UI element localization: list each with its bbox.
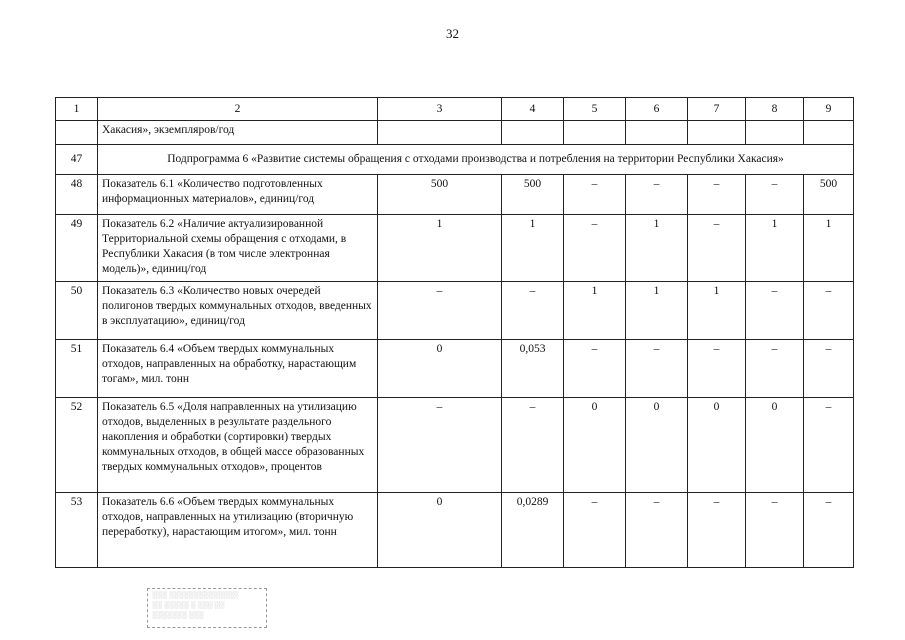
table-row	[56, 398, 854, 493]
indicator-name: Показатель 6.2 «Наличие актуализированной Территориальной схемы обращения с отходами, в Республики Хакасия (в том числе электронная модель)», единиц/год	[98, 215, 378, 282]
value-cell: 0,0289	[502, 493, 564, 568]
header-cell: 6	[626, 98, 688, 121]
indicator-name: Показатель 6.5 «Доля направленных на утилизацию отходов, выделенных в результате раздельного накопления и обработки (сортировки) твердых коммунальных отходов, в общей массе образованных твердых коммунальных отходов», процентов	[98, 398, 378, 493]
row-number-cell	[56, 121, 98, 145]
continuation-text: Хакасия», экземпляров/год	[98, 121, 378, 145]
header-cell: 1	[56, 98, 98, 121]
value-cell: 1	[804, 215, 854, 282]
value-cell: 0,053	[502, 340, 564, 398]
value-cell: –	[804, 398, 854, 493]
table-row	[56, 493, 854, 568]
value-cell: –	[564, 340, 626, 398]
header-cell: 3	[378, 98, 502, 121]
value-cell: 1	[746, 215, 804, 282]
value-cell: –	[564, 215, 626, 282]
value-cell: –	[564, 493, 626, 568]
value-cell: 500	[378, 175, 502, 215]
value-cell	[502, 121, 564, 145]
value-cell: 1	[564, 282, 626, 340]
value-cell: 1	[626, 215, 688, 282]
header-row	[56, 98, 854, 121]
value-cell: –	[746, 175, 804, 215]
value-cell: –	[804, 282, 854, 340]
row-number: 52	[56, 398, 98, 493]
value-cell: 1	[378, 215, 502, 282]
value-cell: –	[804, 493, 854, 568]
row-number: 53	[56, 493, 98, 568]
value-cell: –	[378, 398, 502, 493]
row-number: 47	[56, 145, 98, 175]
value-cell: 1	[502, 215, 564, 282]
value-cell: 0	[378, 340, 502, 398]
value-cell: –	[746, 493, 804, 568]
indicator-name: Показатель 6.3 «Количество новых очередей полигонов твердых коммунальных отходов, введенных в эксплуатацию», единиц/год	[98, 282, 378, 340]
value-cell: –	[626, 340, 688, 398]
value-cell: –	[688, 215, 746, 282]
header-cell: 2	[98, 98, 378, 121]
value-cell	[688, 121, 746, 145]
value-cell: –	[688, 175, 746, 215]
header-cell: 9	[804, 98, 854, 121]
subprogram-row	[56, 145, 854, 175]
value-cell	[626, 121, 688, 145]
header-cell: 7	[688, 98, 746, 121]
value-cell	[378, 121, 502, 145]
indicator-name: Показатель 6.1 «Количество подготовленных информационных материалов», единиц/год	[98, 175, 378, 215]
value-cell	[746, 121, 804, 145]
value-cell: 0	[688, 398, 746, 493]
header-cell: 8	[746, 98, 804, 121]
page-number: 32	[446, 26, 459, 41]
row-number: 49	[56, 215, 98, 282]
value-cell: –	[804, 340, 854, 398]
registration-stamp: ░░░ ░░░░░░░░░░░░░░ ░░ ░░░░░ ░ ░░░ ░░ ░░░░░░░ ░░░	[147, 588, 267, 628]
value-cell: –	[502, 282, 564, 340]
value-cell: 1	[626, 282, 688, 340]
value-cell: –	[502, 398, 564, 493]
row-number: 48	[56, 175, 98, 215]
value-cell: 0	[626, 398, 688, 493]
indicator-rows	[56, 175, 854, 568]
value-cell: –	[626, 175, 688, 215]
value-cell	[804, 121, 854, 145]
value-cell: 0	[746, 398, 804, 493]
value-cell: –	[564, 175, 626, 215]
value-cell: 500	[502, 175, 564, 215]
value-cell: 1	[688, 282, 746, 340]
table-row	[56, 340, 854, 398]
header-cell: 4	[502, 98, 564, 121]
value-cell: –	[688, 493, 746, 568]
value-cell: –	[626, 493, 688, 568]
value-cell: –	[746, 340, 804, 398]
table-row	[56, 282, 854, 340]
table-row	[56, 175, 854, 215]
value-cell: 0	[378, 493, 502, 568]
value-cell: 500	[804, 175, 854, 215]
indicator-name: Показатель 6.6 «Объем твердых коммунальных отходов, направленных на утилизацию (вторичную переработку), нарастающим итогом», мил. тонн	[98, 493, 378, 568]
subprogram-title: Подпрограмма 6 «Развитие системы обращения с отходами производства и потребления на территории Республики Хакасия»	[98, 145, 854, 175]
table-row	[56, 215, 854, 282]
indicators-table	[55, 97, 854, 568]
value-cell: –	[378, 282, 502, 340]
row-number: 51	[56, 340, 98, 398]
header-cell: 5	[564, 98, 626, 121]
value-cell: 0	[564, 398, 626, 493]
row-number: 50	[56, 282, 98, 340]
indicator-name: Показатель 6.4 «Объем твердых коммунальных отходов, направленных на обработку, нарастающим тогам», мил. тонн	[98, 340, 378, 398]
continuation-row	[56, 121, 854, 145]
value-cell: –	[746, 282, 804, 340]
value-cell: –	[688, 340, 746, 398]
value-cell	[564, 121, 626, 145]
